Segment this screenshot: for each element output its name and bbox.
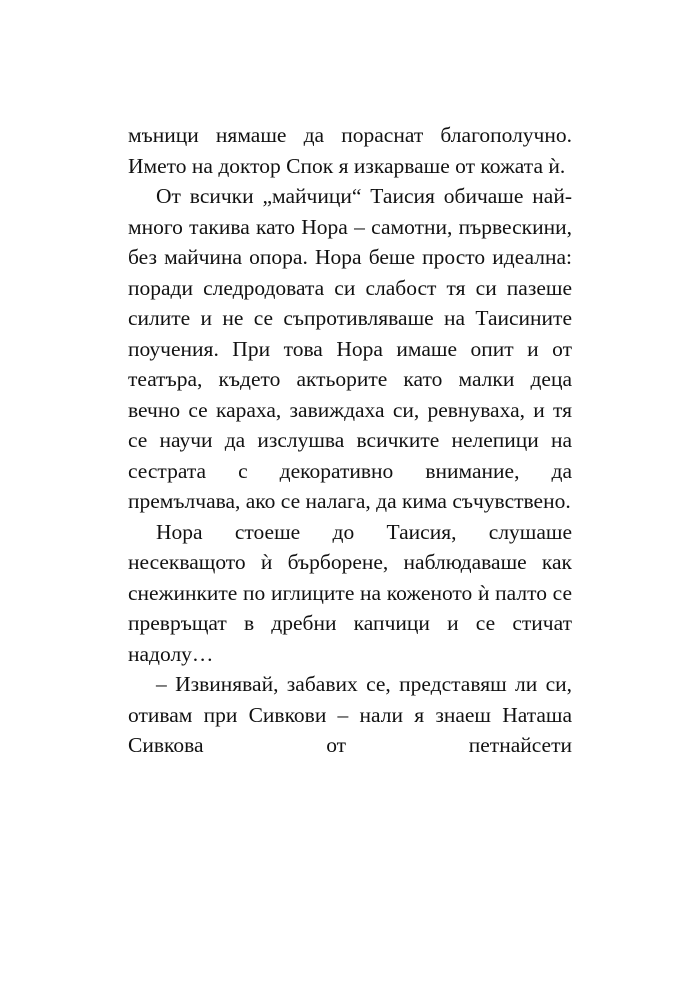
paragraph-4: – Извинявай, забавих се, представяш ли си, отивам при Сивкови – нали я знаеш Наташа Сивкова от петнайсети [128,672,572,757]
book-page-text [128,120,572,761]
paragraph-1: мъници нямаше да пораснат благополучно. Името на доктор Спок я изкарваше от кожата ѝ. [128,123,572,178]
paragraph-2: От всички „майчици“ Таисия обичаше най-много такива като Нора – самотни, първескини, без майчина опора. Нора беше просто идеална: поради следродовата си слабост тя си пазеше силите и не се съпротивляваше на Таисините поучения. При това Нора имаше опит и от театъра, където актьорите като малки деца вечно се караха, завиждаха си, ревнуваха, и тя се научи да изслушва всичките нелепици на сестрата с декоративно внимание, да премълчава, ако се налага, да кима съчувствено. [128,184,572,513]
paragraph-3: Нора стоеше до Таисия, слушаше несекващото ѝ бърборене, наблюдаваше как снежинките по иглиците на коженото ѝ палто се превръщат в дребни капчици и се стичат надолу… [128,519,572,666]
